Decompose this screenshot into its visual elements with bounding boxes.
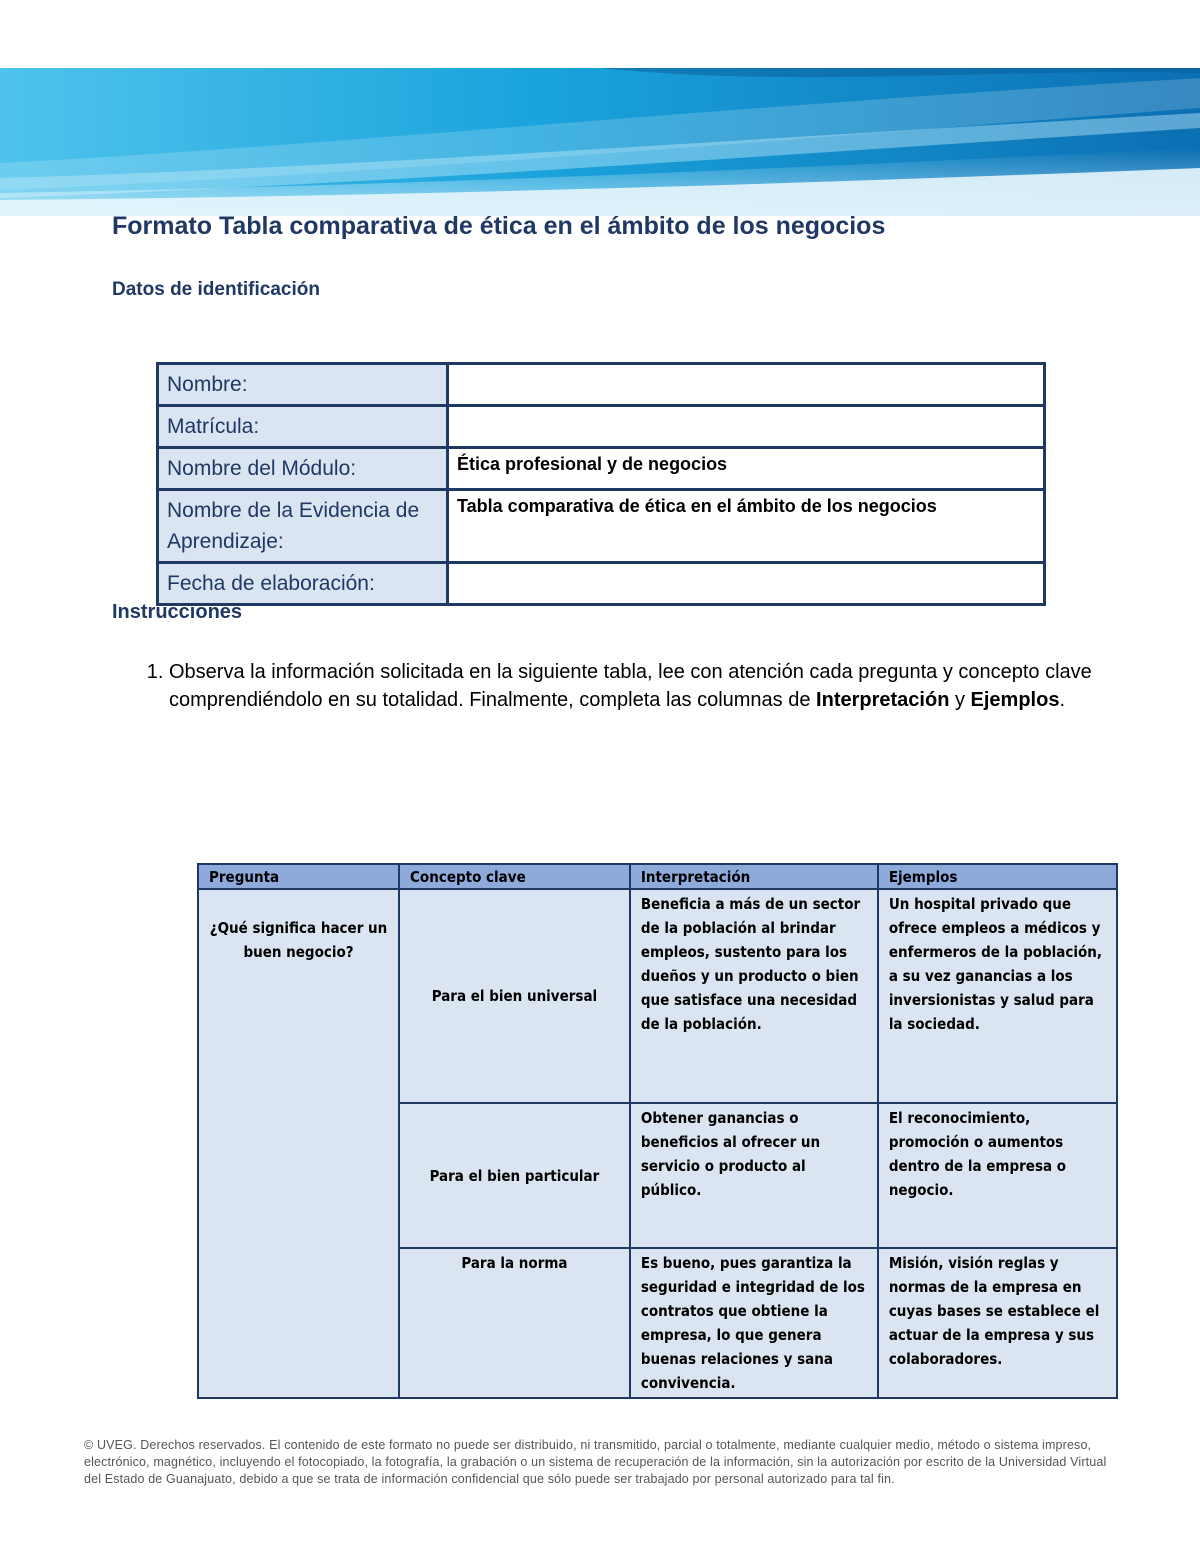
interpretation-cell[interactable]: Beneficia a más de un sector de la población al brindar empleos, sustento para los dueños y un producto o bien que satisface una necesidad de la población. [630, 889, 878, 1103]
column-header: Interpretación [630, 864, 878, 889]
table-row [158, 563, 1045, 605]
matricula-field[interactable] [448, 406, 1045, 448]
example-cell[interactable]: El reconocimiento, promoción o aumentos dentro de la empresa o negocio. [878, 1103, 1117, 1248]
name-field[interactable] [448, 364, 1045, 406]
module-field[interactable]: Ética profesional y de negocios [448, 448, 1045, 490]
document-title: Formato Tabla comparativa de ética en el ámbito de los negocios [112, 212, 886, 240]
table-header-row [198, 864, 1117, 889]
concept-cell: Para el bien particular [399, 1103, 630, 1248]
instruction-bold: Ejemplos [970, 689, 1060, 711]
example-cell[interactable]: Misión, visión reglas y normas de la empresa en cuyas bases se establece el actuar de la empresa y sus colaboradores. [878, 1248, 1117, 1398]
instruction-text: Observa la información solicitada en la siguiente tabla, lee con atención cada pregunta y concepto clave comprendiéndolo en su totalidad. Finalmente, completa las columnas de [169, 661, 1092, 711]
field-label: Nombre: [158, 364, 448, 406]
identification-table [156, 362, 1046, 606]
list-item [169, 658, 1159, 714]
column-header: Concepto clave [399, 864, 630, 889]
field-label: Matrícula: [158, 406, 448, 448]
table-row [158, 448, 1045, 490]
column-header: Ejemplos [878, 864, 1117, 889]
interpretation-cell[interactable]: Es bueno, pues garantiza la seguridad e integridad de los contratos que obtiene la empresa, lo que genera buenas relaciones y sana convivencia. [630, 1248, 878, 1398]
interpretation-cell[interactable]: Obtener ganancias o beneficios al ofrecer un servicio o producto al público. [630, 1103, 878, 1248]
copyright-footer: © UVEG. Derechos reservados. El contenido de este formato no puede ser distribuido, ni transmitido, parcial o totalmente, mediante cualquier medio, método o sistema impreso, electrónico, magnético, incluyendo el fotocopiado, la fotografía, la grabación o un sistema de recuperación de la información, sin la autorización por escrito de la Universidad Virtual del Estado de Guanajuato, debido a que se trata de información confidencial que sólo puede ser trabajado por personal autorizado para tal fin. [84, 1438, 1107, 1486]
header-banner [0, 68, 1200, 216]
instruction-text: y [949, 689, 971, 711]
field-label: Nombre de la Evidencia de Aprendizaje: [158, 490, 448, 563]
table-row [158, 364, 1045, 406]
date-field[interactable] [448, 563, 1045, 605]
concept-cell: Para el bien universal [399, 889, 630, 1103]
instruction-bold: Interpretación [816, 689, 950, 711]
instruction-text: . [1059, 689, 1066, 711]
instructions-list [112, 658, 1159, 714]
table-row [198, 889, 1117, 1103]
column-header: Pregunta [198, 864, 399, 889]
field-label: Fecha de elaboración: [158, 563, 448, 605]
comparison-table [197, 863, 1118, 1399]
table-row [158, 490, 1045, 563]
field-label: Nombre del Módulo: [158, 448, 448, 490]
instructions-heading: Instrucciones [112, 601, 243, 623]
table-row [158, 406, 1045, 448]
question-cell: ¿Qué significa hacer un buen negocio? [198, 889, 399, 1398]
concept-cell: Para la norma [399, 1248, 630, 1398]
section-subtitle: Datos de identificación [112, 279, 320, 300]
evidence-field[interactable]: Tabla comparativa de ética en el ámbito de los negocios [448, 490, 1045, 563]
example-cell[interactable]: Un hospital privado que ofrece empleos a médicos y enfermeros de la población, a su vez ganancias a los inversionistas y salud para la sociedad. [878, 889, 1117, 1103]
